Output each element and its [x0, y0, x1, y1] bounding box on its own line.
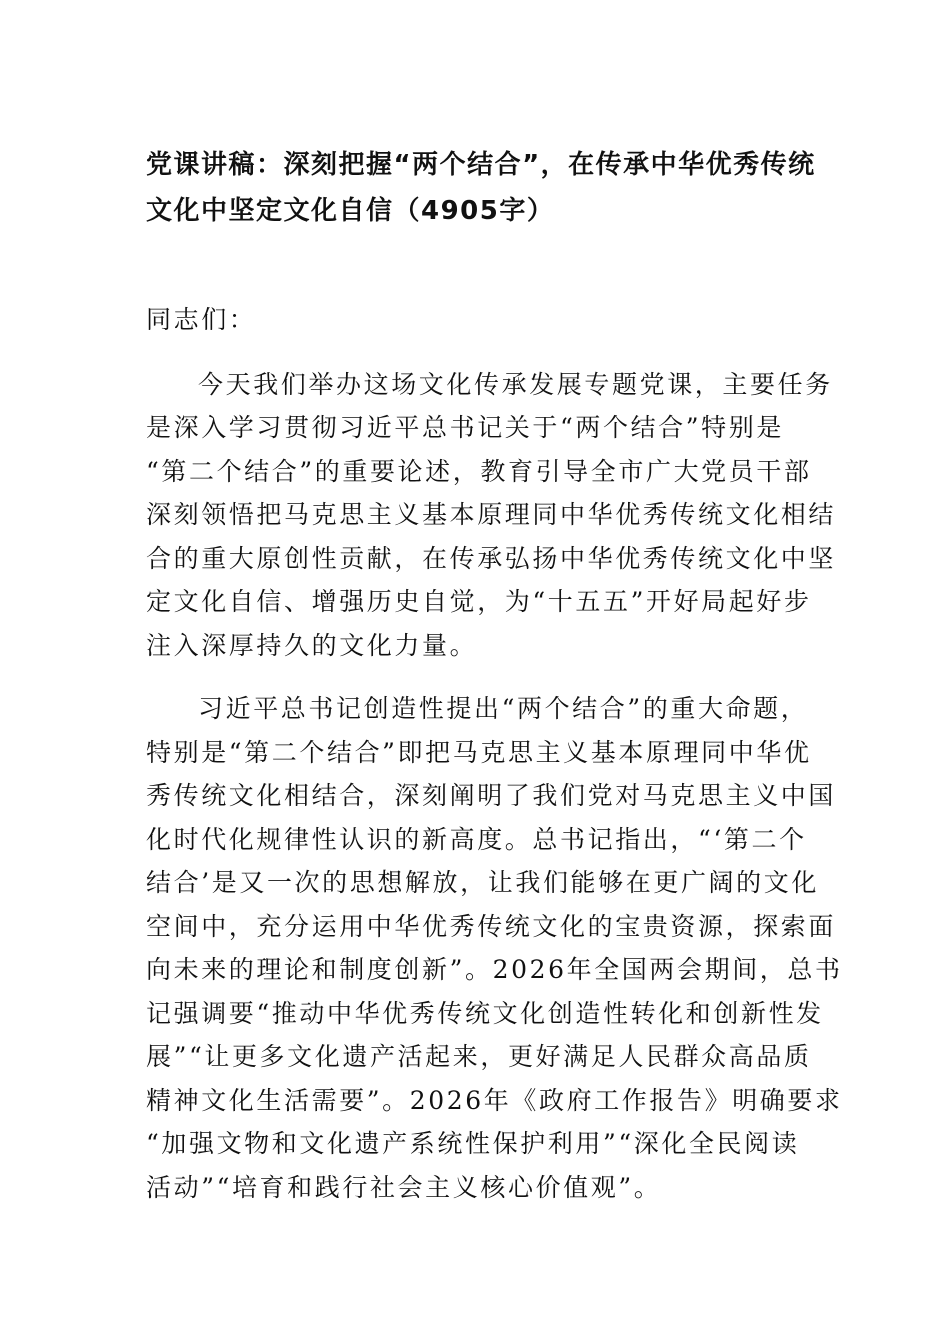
- paragraph-line: 结合’是又一次的思想解放，让我们能够在更广阔的文化: [146, 868, 819, 897]
- salutation: 同志们：: [146, 305, 257, 334]
- paragraph-line: 今天我们举办这场文化传承发展专题党课，主要任务: [198, 369, 833, 399]
- paragraph-line: 习近平总书记创造性提出“两个结合”的重大命题，: [198, 694, 809, 723]
- paragraph-line: 空间中，充分运用中华优秀传统文化的宝贵资源，探索面: [146, 911, 837, 941]
- paragraph-line: “加强文物和文化遗产系统性保护利用”“深化全民阅读: [146, 1129, 800, 1158]
- paragraph-line: 向未来的理论和制度创新”。2026年全国两会期间，总书: [146, 955, 843, 984]
- paragraph-line: 定文化自信、增强历史自觉，为“十五五”开好局起好步: [146, 587, 812, 616]
- title-line: 文化中坚定文化自信（4905字）: [146, 196, 555, 226]
- document-body: [146, 298, 843, 1209]
- paragraph-line: 秀传统文化相结合，深刻阐明了我们党对马克思主义中国: [146, 781, 837, 810]
- paragraph-line: 合的重大原创性贡献，在传承弘扬中华优秀传统文化中坚: [146, 543, 837, 573]
- paragraph-line: 精神文化生活需要”。2026年《政府工作报告》明确要求: [146, 1085, 843, 1115]
- paragraph-line: 活动”“培育和践行社会主义核心价值观”。: [146, 1172, 662, 1202]
- title-line: 党课讲稿：深刻把握“两个结合”，在传承中华优秀传统: [146, 150, 816, 180]
- paragraph-line: 注入深厚持久的文化力量。: [146, 630, 478, 660]
- paragraph-line: 记强调要“推动中华优秀传统文化创造性转化和创新性发: [146, 998, 824, 1028]
- paragraph-line: 化时代化规律性认识的新高度。总书记指出，“‘第二个: [146, 824, 807, 854]
- paragraph-line: 展”“让更多文化遗产活起来，更好满足人民群众高品质: [146, 1042, 812, 1071]
- paragraph-line: 是深入学习贯彻习近平总书记关于“两个结合”特别是: [146, 413, 784, 442]
- paragraph-line: 特别是“第二个结合”即把马克思主义基本原理同中华优: [146, 737, 812, 767]
- paragraph-line: 深刻领悟把马克思主义基本原理同中华优秀传统文化相结: [146, 500, 837, 529]
- paragraph-1: [146, 363, 837, 668]
- paragraph-2: [146, 687, 843, 1209]
- paragraph-line: “第二个结合”的重要论述，教育引导全市广大党员干部: [146, 456, 812, 486]
- document-title: [146, 142, 816, 234]
